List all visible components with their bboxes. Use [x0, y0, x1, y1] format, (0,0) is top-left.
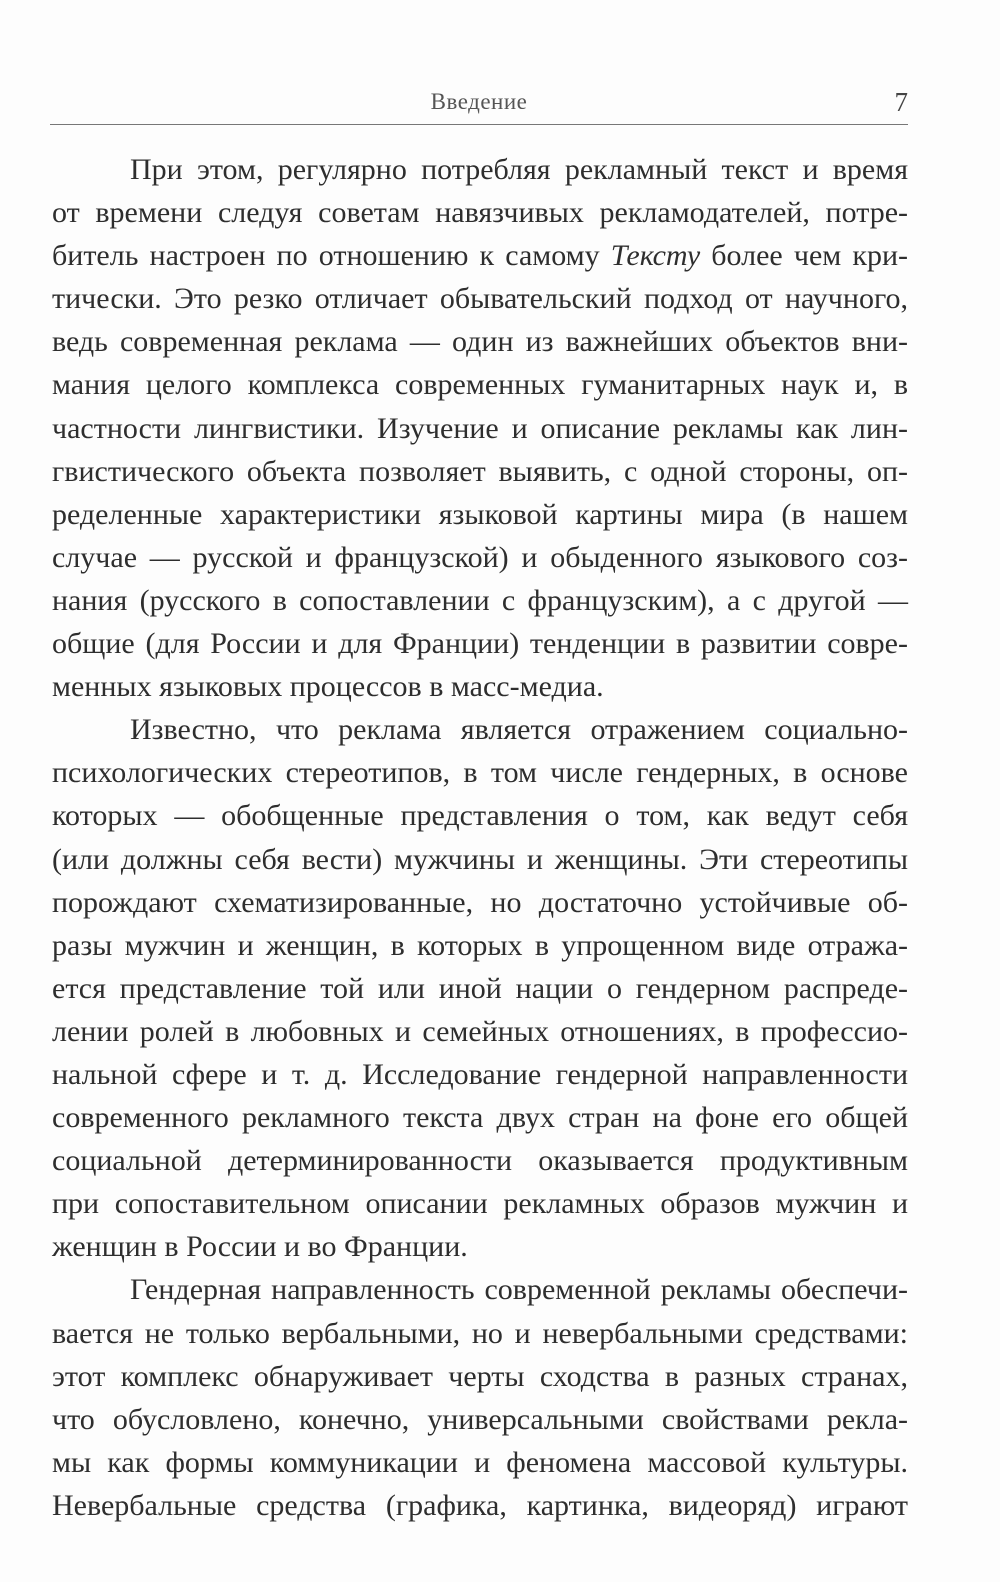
paragraph-1: [52, 148, 908, 708]
text-line: случае — русской и французской) и обыденного языкового соз-: [52, 540, 908, 574]
text-line: порождают схематизированные, но достаточно устойчивые об-: [52, 885, 908, 919]
text-line: нания (русского в сопоставлении с французским), а с другой —: [52, 583, 908, 617]
text-line: от времени следуя советам навязчивых рекламодателей, потре-: [52, 196, 908, 230]
text-line: тически. Это резко отличает обывательский подход от научного,: [52, 282, 908, 316]
text-line: мы как формы коммуникации и феномена массовой культуры.: [52, 1445, 908, 1479]
text-line: менных языковых процессов в масс-медиа.: [52, 670, 604, 704]
running-head-title: Введение: [430, 89, 528, 114]
text-line: Известно, что реклама является отражением социально-: [130, 713, 908, 747]
text-line: женщин в России и во Франции.: [52, 1230, 468, 1264]
text-line: которых — обобщенные представления о том, как ведут себя: [52, 799, 908, 833]
text-line: общие (для России и для Франции) тенденции в развитии совре-: [52, 627, 908, 661]
text-line: при сопоставительном описании рекламных образов мужчин и: [52, 1187, 908, 1221]
text-line: (или должны себя вести) мужчины и женщины. Эти стереотипы: [52, 842, 908, 876]
body-text: [52, 148, 908, 1527]
text-line: ределенные характеристики языковой картины мира (в нашем: [52, 497, 908, 531]
paragraph-3: [52, 1268, 908, 1527]
page-number: 7: [894, 87, 908, 117]
text-line: разы мужчин и женщин, в которых в упрощенном виде отража-: [52, 928, 908, 962]
text-line: мания целого комплекса современных гуманитарных наук и, в: [52, 368, 908, 402]
text-line-with-italic: битель настроен по отношению к самому Тексту более чем кри-: [52, 239, 908, 273]
text-line: Гендерная направленность современной рекламы обеспечи-: [130, 1273, 908, 1307]
header-rule: [50, 124, 908, 125]
text-line: этот комплекс обнаруживает черты сходства в разных странах,: [52, 1359, 908, 1393]
text-line: современного рекламного текста двух стран на фоне его общей: [52, 1101, 908, 1135]
text-line: психологических стереотипов, в том числе гендерных, в основе: [52, 756, 908, 790]
text-line: нальной сфере и т. д. Исследование гендерной направленности: [52, 1057, 908, 1091]
paragraph-2: [52, 708, 908, 1268]
text-line: вается не только вербальными, но и невербальными средствами:: [52, 1316, 908, 1350]
text-line: частности лингвистики. Изучение и описание рекламы как лин-: [52, 411, 908, 445]
text-line: ведь современная реклама — один из важнейших объектов вни-: [52, 325, 908, 359]
running-head: [50, 88, 908, 124]
text-line: гвистического объекта позволяет выявить, с одной стороны, оп-: [52, 454, 908, 488]
text-line: ется представление той или иной нации о гендерном распреде-: [52, 971, 908, 1005]
text-line: лении ролей в любовных и семейных отношениях, в профессио-: [52, 1014, 908, 1048]
text-line: При этом, регулярно потребляя рекламный текст и время: [130, 153, 908, 186]
text-line: социальной детерминированности оказывается продуктивным: [52, 1144, 908, 1178]
text-line: Невербальные средства (графика, картинка, видеоряд) играют: [52, 1488, 908, 1522]
text-line: что обусловлено, конечно, универсальными свойствами рекла-: [52, 1402, 908, 1436]
